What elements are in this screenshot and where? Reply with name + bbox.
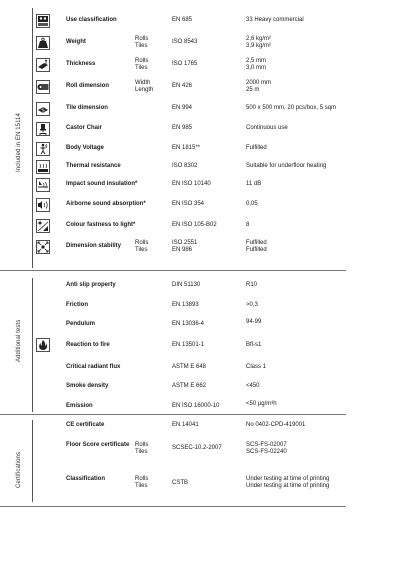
standard: EN ISO 16000-10 (172, 403, 220, 409)
standard: ISO 8302 (172, 163, 198, 169)
standard: EN 13893 (172, 302, 199, 308)
included-section-line (32, 8, 33, 268)
value: 94-99 (246, 319, 262, 325)
property-name: Thickness (66, 61, 96, 67)
dimension-stability-icon (36, 240, 50, 254)
standard: EN ISO 10140 (172, 181, 211, 187)
value: 2,5 mm 3,0 mm (246, 58, 267, 71)
property-name: Thermal resistance (66, 163, 121, 169)
property-name: Castor Chair (66, 125, 103, 131)
property-name: CE certificate (66, 422, 105, 428)
property-name: Weight (66, 39, 86, 45)
value: R10 (246, 282, 258, 288)
standard: EN 1815** (172, 145, 201, 151)
standard: ASTM E 662 (172, 383, 207, 389)
property-name: Body Voltage (66, 145, 104, 151)
property-name: Dimension stability (66, 243, 122, 249)
standard: ISO 8543 (172, 39, 198, 45)
colour-fastness-icon (36, 219, 50, 233)
airborne-sound-icon (36, 198, 50, 212)
value: No 0402-CPD-419001 (246, 422, 306, 428)
standard: EN 13036-4 (172, 321, 205, 327)
additional-section-label: Additional tests (16, 319, 22, 362)
body-voltage-icon (36, 142, 50, 156)
property-name: Pendulum (66, 321, 96, 327)
section-divider (0, 506, 346, 507)
standard: EN 14041 (172, 422, 199, 428)
value: Under testing at time of printing Under testing at time of printing (246, 476, 330, 489)
standard: SCSEC-10.2-2007 (172, 445, 222, 451)
standard: EN 13501-1 (172, 342, 205, 348)
value: Bfl-s1 (246, 342, 262, 348)
property-name: Critical radiant flux (66, 364, 121, 370)
variant-labels: Rolls Tiles (135, 476, 149, 489)
property-name: Tile dimension (66, 105, 108, 111)
property-name: Floor Score certificate (66, 442, 130, 448)
value: 2000 mm 25 m (246, 80, 272, 93)
value: Class 1 (246, 364, 267, 370)
property-name: Smoke density (66, 383, 109, 389)
standard: DIN 51130 (172, 282, 201, 288)
property-name: Emission (66, 403, 93, 409)
value: 2,6 kg/m² 3,9 kg/m² (246, 36, 272, 49)
property-name: Classification (66, 476, 106, 482)
weight-icon (36, 36, 50, 50)
property-name: Use classification (66, 17, 117, 23)
certifications-section-label: Certifications (16, 451, 22, 488)
section-divider (0, 270, 346, 271)
section-divider (0, 414, 346, 415)
property-name: Anti slip property (66, 282, 116, 288)
standard: EN ISO 105-B02 (172, 222, 217, 228)
value: Suitable for underfloor heating (246, 163, 327, 169)
value: Fulfilled (246, 145, 267, 151)
value: >0,3 (246, 302, 258, 308)
value: 8 (246, 222, 250, 228)
variant-labels: Rolls Tiles (135, 58, 149, 71)
value: SCS-FS-02007 SCS-FS-02240 (246, 442, 287, 455)
standard: ASTM E 648 (172, 364, 207, 370)
property-name: Colour fastness to light* (66, 222, 136, 228)
additional-section-line (32, 278, 33, 412)
value: 0,05 (246, 201, 258, 207)
variant-labels: Rolls Tiles (135, 240, 149, 253)
roll-dimension-icon (36, 80, 50, 94)
value: <50 µg/m³h (246, 401, 277, 407)
value: Continuous use (246, 125, 288, 131)
standard: ISO 1765 (172, 61, 198, 67)
impact-sound-icon (36, 178, 50, 192)
property-name: Impact sound insulation* (66, 181, 138, 187)
thermal-resistance-icon (36, 160, 50, 174)
variant-labels: Rolls Tiles (135, 442, 149, 455)
standard: EN 985 (172, 125, 193, 131)
value: Fulfilled Fulfilled (246, 240, 267, 253)
property-name: Reaction to fire (66, 342, 110, 348)
standard: EN 426 (172, 83, 193, 89)
thickness-icon (36, 58, 50, 72)
property-name: Friction (66, 302, 88, 308)
included-section-label: Included in EN 15114 (16, 113, 22, 172)
property-name: Roll dimension (66, 83, 110, 89)
variant-labels: Rolls Tiles (135, 36, 149, 49)
certifications-section-line (32, 420, 33, 502)
tile-dimension-icon (36, 102, 50, 116)
standard: EN 994 (172, 105, 193, 111)
reaction-to-fire-icon (36, 338, 50, 352)
use-classification-icon (36, 14, 50, 28)
standard: ISO 2551 EN 986 (172, 240, 198, 253)
value: <450 (246, 383, 260, 389)
property-name: Airborne sound absorption* (66, 201, 146, 207)
value: 500 x 500 mm, 20 pcs/box, 5 sqm (246, 105, 337, 111)
standard: CSTB (172, 480, 189, 486)
standard: EN 685 (172, 17, 193, 23)
value: 11 dB (246, 181, 262, 187)
standard: EN ISO 354 (172, 201, 205, 207)
value: 33 Heavy commercial (246, 17, 304, 23)
castor-chair-icon (36, 122, 50, 136)
variant-labels: Width Length (135, 80, 154, 93)
